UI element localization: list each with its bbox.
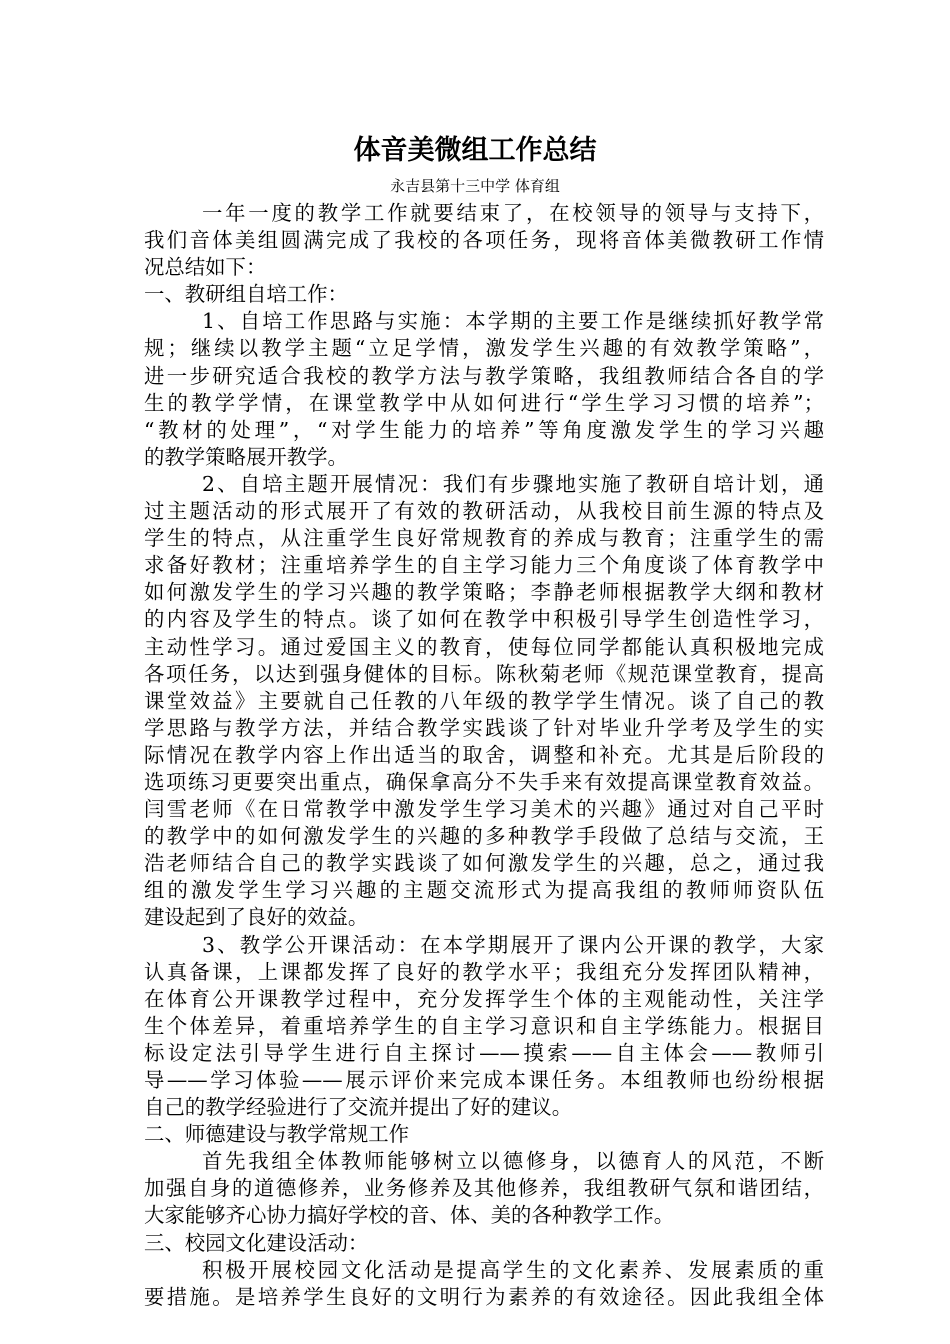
paragraph-line: 求备好教材；注重培养学生的自主学习能力三个角度谈了体育教学中 [144, 553, 824, 578]
document-title: 体音美微组工作总结 [353, 135, 597, 166]
document-subtitle: 永吉县第十三中学 体育组 [390, 177, 560, 195]
paragraph-line: 主动性学习。通过爱国主义的教育，使每位同学都能认真积极地完成 [144, 634, 824, 659]
paragraph-line: 的内容及学生的特点。谈了如何在教学中积极引导学生创造性学习， [144, 607, 824, 632]
paragraph-line: 况总结如下： [144, 255, 267, 280]
paragraph-line: 我们音体美组圆满完成了我校的各项任务，现将音体美微教研工作情 [144, 228, 824, 253]
paragraph-line: 加强自身的道德修养，业务修养及其他修养，我组教研气氛和谐团结， [144, 1176, 824, 1201]
paragraph-line: 认真备课，上课都发挥了良好的教学水平；我组充分发挥团队精神， [144, 959, 824, 984]
paragraph-line: 浩老师结合自己的教学实践谈了如何激发学生的兴趣，总之，通过我 [144, 851, 824, 876]
paragraph-line: 的教学策略展开教学。 [144, 444, 348, 469]
paragraph-line: 3、教学公开课活动：在本学期展开了课内公开课的教学，大家 [202, 932, 824, 957]
paragraph-line: 首先我组全体教师能够树立以德修身，以德育人的风范，不断 [202, 1149, 824, 1174]
paragraph-line: 学思路与教学方法，并结合教学实践谈了针对毕业升学考及学生的实 [144, 715, 824, 740]
paragraph-line: 学生的特点，从注重学生良好常规教育的养成与教育；注重学生的需 [144, 526, 824, 551]
paragraph-line: 规；继续以教学主题“立足学情，激发学生兴趣的有效教学策略”， [144, 336, 824, 361]
paragraph-line: 三、校园文化建设活动： [144, 1230, 369, 1255]
paragraph-line: 生个体差异，着重培养学生的自主学习意识和自主学练能力。根据目 [144, 1013, 824, 1038]
paragraph-line: 际情况在教学内容上作出适当的取舍，调整和补充。尤其是后阶段的 [144, 742, 824, 767]
paragraph-line: 导——学习体验——展示评价来完成本课任务。本组教师也纷纷根据 [144, 1068, 824, 1092]
paragraph-line: 建设起到了良好的效益。 [144, 905, 369, 930]
paragraph-line: 一、教研组自培工作： [144, 282, 348, 307]
paragraph-line: 积极开展校园文化活动是提高学生的文化素养、发展素质的重 [202, 1257, 824, 1282]
paragraph-line: 闫雪老师《在日常教学中激发学生学习美术的兴趣》通过对自己平时 [144, 797, 824, 822]
paragraph-line: 要措施。是培养学生良好的文明行为素养的有效途径。因此我组全体 [144, 1284, 824, 1309]
paragraph-line: 1、自培工作思路与实施：本学期的主要工作是继续抓好教学常 [202, 309, 824, 334]
document-body [144, 200, 824, 1311]
paragraph-line: 各项任务，以达到强身健体的目标。陈秋菊老师《规范课堂教育，提高 [144, 661, 824, 686]
paragraph-line: 的教学中的如何激发学生的兴趣的多种教学手段做了总结与交流，王 [144, 824, 824, 849]
paragraph-line: 二、师德建设与教学常规工作 [144, 1122, 410, 1147]
paragraph-line: 如何激发学生的学习兴趣的教学策略；李静老师根据教学大纲和教材 [144, 580, 824, 605]
paragraph-line: 选项练习更要突出重点，确保拿高分不失手来有效提高课堂教育效益。 [144, 769, 824, 794]
paragraph-line: 自己的教学经验进行了交流并提出了好的建议。 [144, 1095, 573, 1120]
paragraph-line: 过主题活动的形式展开了有效的教研活动，从我校目前生源的特点及 [144, 499, 824, 524]
paragraph-line: 大家能够齐心协力搞好学校的音、体、美的各种教学工作。 [144, 1203, 675, 1228]
paragraph-line: 标设定法引导学生进行自主探讨——摸索——自主体会——教师引 [144, 1040, 824, 1065]
paragraph-line: 组的激发学生学习兴趣的主题交流形式为提高我组的教师师资队伍 [144, 878, 824, 903]
paragraph-line: 在体育公开课教学过程中，充分发挥学生个体的主观能动性，关注学 [144, 986, 824, 1011]
paragraph-line: 进一步研究适合我校的教学方法与教学策略，我组教师结合各自的学 [144, 363, 824, 388]
paragraph-line: 生的教学学情，在课堂教学中从如何进行“学生学习习惯的培养”； [144, 390, 824, 415]
paragraph-line: 2、自培主题开展情况：我们有步骤地实施了教研自培计划，通 [202, 471, 824, 496]
paragraph-line: 一年一度的教学工作就要结束了，在校领导的领导与支持下， [202, 201, 824, 225]
paragraph-line: 课堂效益》主要就自己任教的八年级的教学学生情况。谈了自己的教 [144, 688, 824, 713]
paragraph-line: “教材的处理”，“对学生能力的培养”等角度激发学生的学习兴趣 [144, 417, 824, 442]
